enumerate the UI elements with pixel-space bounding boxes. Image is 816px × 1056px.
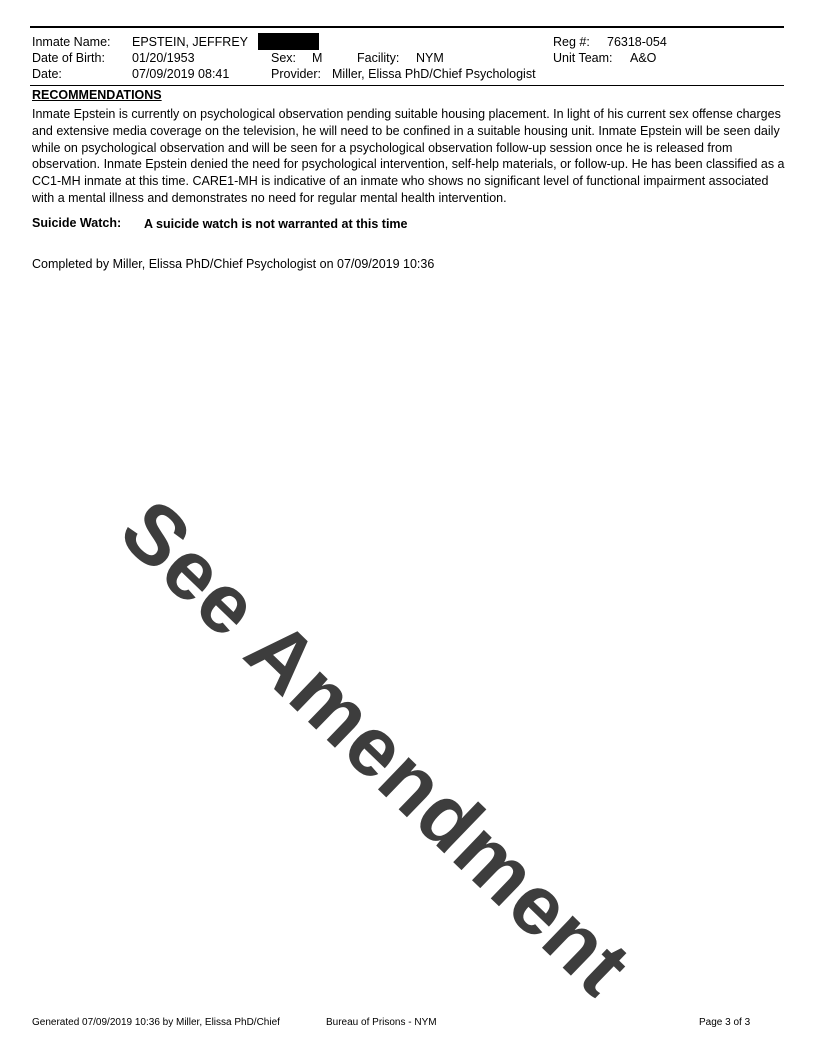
suicide-watch-value: A suicide watch is not warranted at this time: [144, 217, 408, 231]
inmate-name-label: Inmate Name:: [32, 35, 111, 49]
suicide-watch-label: Suicide Watch:: [32, 216, 122, 230]
provider-label: Provider:: [271, 67, 322, 81]
recommendations-title: RECOMMENDATIONS: [32, 88, 162, 102]
see-amendment-watermark: See Amendment: [103, 481, 650, 1014]
unit-team-label: Unit Team:: [553, 51, 613, 65]
unit-team-value: A&O: [630, 51, 657, 65]
facility-label: Facility:: [357, 51, 400, 65]
reg-label: Reg #:: [553, 35, 590, 49]
completed-by-line: Completed by Miller, Elissa PhD/Chief Psychologist on 07/09/2019 10:36: [32, 257, 435, 271]
dob-value: 01/20/1953: [132, 51, 195, 65]
header-bottom-rule: [30, 85, 784, 86]
sex-label: Sex:: [271, 51, 297, 65]
redaction-box: [258, 33, 319, 50]
provider-value: Miller, Elissa PhD/Chief Psychologist: [332, 67, 536, 81]
reg-value: 76318-054: [607, 35, 667, 49]
footer-generated: Generated 07/09/2019 10:36 by Miller, Elissa PhD/Chief: [32, 1017, 280, 1028]
sex-value: M: [312, 51, 323, 65]
footer-source: Bureau of Prisons - NYM: [326, 1017, 437, 1028]
facility-value: NYM: [416, 51, 444, 65]
date-label: Date:: [32, 67, 62, 81]
footer-page-number: Page 3 of 3: [699, 1017, 751, 1028]
inmate-name-value: EPSTEIN, JEFFREY: [132, 35, 248, 49]
header-top-rule: [30, 26, 784, 28]
dob-label: Date of Birth:: [32, 51, 105, 65]
date-value: 07/09/2019 08:41: [132, 67, 230, 81]
recommendations-text: Inmate Epstein is currently on psychological observation pending suitable housing placement. In light of his current sex offense charges and extensive media coverage on the television, he will need to be confined in a suitable housing unit. Inmate Epstein will be seen daily while on psychological observation and will be seen for a psychological observation follow-up session once he is released from observation. Inmate Epstein denied the need for psychological intervention, self-help materials, or follow-up. He has been classified as a CC1-MH inmate at this time. CARE1-MH is indicative of an inmate who shows no significant level of functional impairment associated with a mental illness and demonstrates no need for regular mental health intervention.: [32, 107, 785, 205]
